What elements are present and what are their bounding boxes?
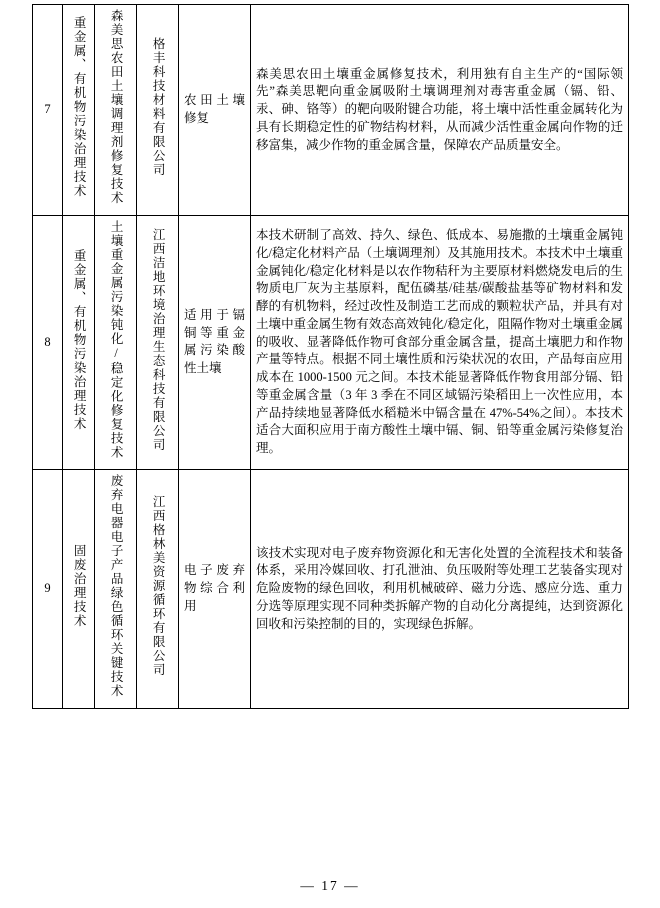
row-technology: [95, 5, 137, 216]
row-technology: [95, 470, 137, 709]
row-scope: 农田土壤修复: [179, 5, 251, 216]
page-number: — 17 —: [300, 878, 360, 893]
row-field-text: 固废治理技术: [72, 544, 87, 628]
row-scope: 电子废弃物综合利用: [179, 470, 251, 709]
row-field: [63, 215, 95, 469]
row-company-text: 江西格林美资源循环有限公司: [151, 495, 166, 677]
table-row: [33, 215, 629, 469]
table-row: [33, 5, 629, 216]
row-description: 本技术研制了高效、持久、绿色、低成本、易施撒的土壤重金属钝化/稳定化材料产品（土壤调理剂）及其施用技术。本技术中土壤重金属钝化/稳定化材料是以农作物秸秆为主要原材料燃烧发电后的生物质电厂灰为主基原料，配伍磷基/硅基/碳酸盐基等矿物材料和发酵的有机物料，经过改性及制造工艺而成的颗粒状产品，并具有对土壤中重金属生物有效态高效钝化/稳定化，阻隔作物对土壤重金属的吸收、显著降低作物可食部分重金属含量，提高土壤肥力和作物产量等特点。根据不同土壤性质和污染状况的农田，产品每亩应用成本在 1000-1500 元之间。本技术能显著降低作物食用部分镉、铅等重金属含量（3 年 3 季在不同区域镉污染稻田上一次性应用，本产品持续地显著降低水稻糙米中镉含量在 47%-54%之间）。本技术适合大面积应用于南方酸性土壤中镉、铜、铅等重金属污染修复治理。: [251, 215, 629, 469]
row-company: [137, 5, 179, 216]
row-company-text: 江西洁地环境治理生态科技有限公司: [151, 227, 166, 452]
row-field: [63, 470, 95, 709]
row-company-text: 格丰科技材料有限公司: [151, 37, 166, 177]
row-technology-text: 废弃电器电子产品绿色循环关键技术: [109, 474, 124, 698]
row-company: [137, 470, 179, 709]
row-description: 该技术实现对电子废弃物资源化和无害化处置的全流程技术和装备体系，采用冷媒回收、打孔泄油、负压吸附等处理工艺装备实现对危险废物的绿色回收，利用机械破碎、磁力分选、感应分选、重力分选等原理实现不同种类拆解产物的自动化分离提纯，达到资源化回收和污染控制的目的，实现绿色拆解。: [251, 470, 629, 709]
row-technology-text: 森美思农田土壤调理剂修复技术: [109, 9, 124, 205]
row-index: 7: [33, 5, 63, 216]
row-field-text: 重金属、有机物污染治理技术: [72, 248, 87, 431]
technology-catalog-table: [32, 4, 629, 709]
row-company: [137, 215, 179, 469]
row-technology-text: 土壤重金属污染钝化/稳定化修复技术: [109, 219, 124, 460]
row-scope: 适用于镉铜等重金属污染酸性土壤: [179, 215, 251, 469]
row-technology: [95, 215, 137, 469]
row-field-text: 重金属、有机物污染治理技术: [72, 16, 87, 198]
table-row: [33, 470, 629, 709]
row-description: 森美思农田土壤重金属修复技术，利用独有自主生产的“国际领先”森美思靶向重金属吸附土壤调理剂对毒害重金属（镉、铅、汞、砷、铬等）的靶向吸附键合功能，将土壤中活性重金属转化为具有长期稳定性的矿物结构材料，从而减少活性重金属向作物的迁移富集，减少作物的重金属含量，保障农产品质量安全。: [251, 5, 629, 216]
row-field: [63, 5, 95, 216]
row-index: 8: [33, 215, 63, 469]
row-index: 9: [33, 470, 63, 709]
